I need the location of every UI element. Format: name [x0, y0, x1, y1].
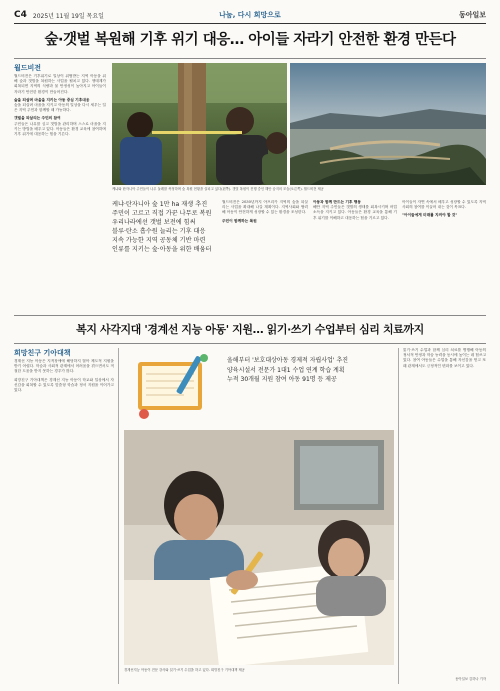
issue-date: 2025년 11월 19일 목요일: [32, 12, 104, 20]
story1-byline: 월드비전: [14, 64, 42, 72]
story2-headline: 복지 사각지대 '경계선 지능 아동' 지원… 읽기·쓰기 수업부터 심리 치료까지: [76, 323, 424, 336]
illustration-notebook: [124, 348, 220, 424]
story1-column-3: [222, 200, 308, 310]
subhead: 주민이 함께하는 복원: [222, 218, 257, 223]
story1-headline: 숲·갯벌 복원해 기후 위기 대응… 아이들 자라기 안전한 환경 만든다: [44, 32, 456, 48]
paragraph: 월드비전은 기후위기로 일상이 위협받는 지역 아동을 위해 숲과 갯벌을 복원하는 사업을 펼치고 있다. 생태계가 회복되면 지역의 식량과 물 안정성이 높아지고 아이들이 자라기 안전한 환경이 만들어진다.: [14, 74, 106, 94]
story1-column-1: [14, 74, 106, 310]
pull-quote-line: 주민이 고르고 직접 가꾼 나무로 복원: [112, 210, 212, 217]
story1-photo-caption: 케냐와 탄자니아 주민들이 나무 둘레를 측정하며 숲 복원 현황을 살피고 있다(왼쪽). 갯벌 복원이 진행 중인 해안 습지의 모습(오른쪽). 월드비전 제공: [112, 187, 324, 191]
story1-column-5: [402, 200, 486, 310]
paragraph: 월드비전은 2030년까지 아프리카 지역의 숲을 되살리는 사업을 확대해 나갈 계획이다. 지역사회와 협력해 아동이 안전하게 성장할 수 있는 환경을 조성한다.: [222, 200, 308, 215]
paragraph: 아이들이 자연 속에서 배우고 성장할 수 있도록 지역사회의 참여를 이끌어 내는 것이 목표다.: [402, 200, 486, 210]
page-header: [14, 8, 486, 22]
pull-quote-line: 누적 30개월 지원 참여 아동 91명 등 제공: [227, 376, 337, 383]
photo-wetland-sunset: [290, 63, 486, 185]
pull-quote-line: 우리나라에선 갯벌 보전에 힘써: [112, 219, 196, 226]
paragraph: 희망친구 기아대책은 경계선 지능 아동이 학교와 일상에서 자신감을 회복할 수 있도록 맞춤형 학습과 정서 지원을 이어가고 있다.: [14, 377, 114, 393]
story1-column-4: [313, 200, 397, 310]
page-number: C4: [14, 10, 27, 20]
story2-signoff: 동아일보 김하나 기자: [455, 677, 486, 681]
story2-byline: 희망친구 기아대책: [14, 349, 71, 357]
paragraph: 경계선 지능 아동은 지적장애에 해당하지 않아 제도적 지원을 받기 어렵다. 학습과 사회적 관계에서 어려움을 겪으면서도 적절한 도움을 받지 못하는 경우가 많다.: [14, 359, 114, 374]
paragraph: 해안 지역 주민들은 갯벌의 생태를 회복시키며 어업 소득을 지키고 있다. 아동들은 환경 교육을 통해 기후 위기를 이해하고 대응하는 힘을 기르고 있다.: [313, 205, 397, 220]
pull-quote-line: 블루·탄소 흡수원 늘리는 기후 대응: [112, 228, 206, 235]
subhead: 숲을 되살려 마을을 지키는 아동 중심 기후대응: [14, 97, 90, 102]
story2-pull-quote: [227, 356, 387, 385]
section-title: 나눔, 다시 희망으로: [219, 11, 281, 19]
story1-pull-quote: [112, 200, 216, 254]
paragraph: 읽기·쓰기 수업과 함께 심리 치료를 병행해 아동의 정서적 안정과 학습 능력을 동시에 높이는 데 힘쓰고 있다. 참여 아동들은 수업을 통해 자신감을 얻고 또래 관계에서도 긍정적인 변화를 보이고 있다.: [403, 348, 486, 368]
divider: [14, 58, 486, 59]
story2-column-right: [403, 348, 486, 673]
story2-column-1: [14, 359, 114, 684]
divider: [14, 343, 486, 344]
pull-quote-line: 올해부터 '보호대상아동 경제적 자립사업' 추진: [227, 357, 349, 364]
subhead: 아동과 함께 만드는 기후 행동: [313, 200, 361, 204]
pull-quote-line: 케냐·탄자니아 숲 1만 ha 재생 추진: [112, 201, 208, 208]
story2-photo-caption: 경계선지능 아동이 전문 강사와 읽기·쓰기 수업을 하고 있다. 희망친구 기아대책 제공: [124, 668, 245, 672]
column-divider: [118, 348, 119, 684]
divider: [14, 315, 486, 316]
header-rule: [14, 23, 486, 24]
newspaper-name: 동아일보: [458, 11, 486, 19]
photo-child-studying: [124, 430, 394, 665]
paragraph: 숲을 되살려 마을을 지키고 아동의 일상을 다시 세우는 일은 지역 주민과 함께할 때 가능하다.: [14, 103, 106, 113]
subhead: 갯벌을 되살리는 주민의 참여: [14, 116, 61, 121]
pull-quote-line: 인류를 지키는 숲·아동을 위한 배움터: [112, 246, 212, 253]
column-divider: [398, 348, 399, 684]
pull-quote-line: 지속 가능한 지역 공동체 기반 마련: [112, 237, 206, 244]
photo-forest-measurement: [112, 63, 287, 185]
pull-quote-line: 양육시설서 전문가 1대1 수업 연계 학습 계획: [227, 366, 345, 374]
subhead: "아이들에게 미래를 지켜야 할 것": [402, 213, 458, 218]
paragraph: 주민들은 나무를 심고 갯벌을 관리하며 스스로 마을을 지키는 방법을 배우고 있다. 아동들은 환경 교육에 참여하며 기후 위기에 대응하는 힘을 기른다.: [14, 121, 106, 137]
